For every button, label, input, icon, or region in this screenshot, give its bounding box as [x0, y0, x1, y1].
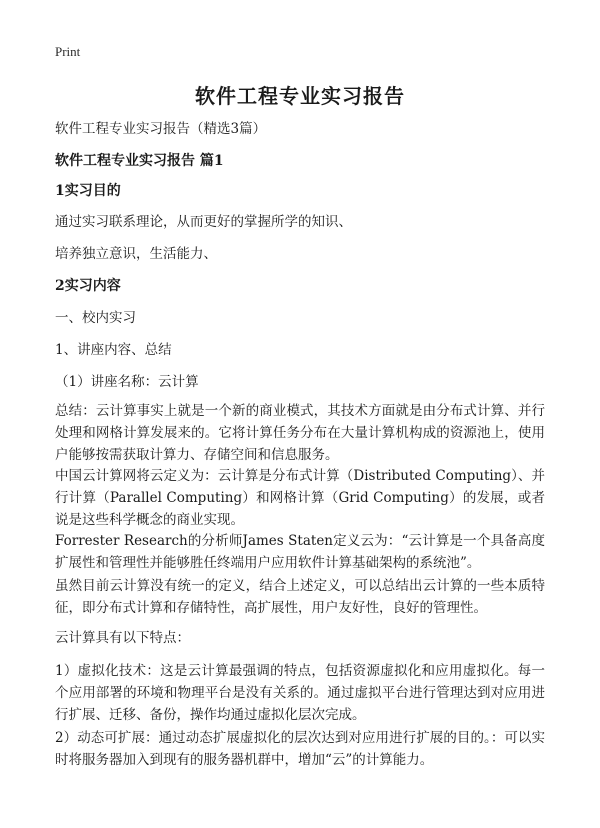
text-line: 1、讲座内容、总结	[55, 342, 172, 358]
paragraph: 虽然目前云计算没有统一的定义，结合上述定义，可以总结出云计算的一些本质特征，即分布式计算和存储特性，高扩展性，用户友好性，良好的管理性。	[55, 578, 545, 616]
paragraph: 总结：云计算事实上就是一个新的商业模式，其技术方面就是由分布式计算、并行处理和网格计算发展来的。它将计算任务分布在大量计算机构成的资源池上，使用户能够按需获取计算力、存储空间和信息服务。	[55, 403, 545, 463]
document-subtitle: 软件工程专业实习报告（精选3篇）	[55, 121, 267, 137]
document-title: 软件工程专业实习报告	[195, 84, 405, 108]
text-line: 培养独立意识，生活能力、	[55, 246, 217, 262]
paragraph: 1）虚拟化技术：这是云计算最强调的特点，包括资源虚拟化和应用虚拟化。每一个应用部署的环境和物理平台是没有关系的。通过虚拟平台进行管理达到对应用进行扩展、迁移、备份，操作均通过虚拟化层次完成。	[55, 663, 545, 723]
paragraph: 中国云计算网将云定义为：云计算是分布式计算（Distributed Computing）、并行计算（Parallel Computing）和网格计算（Grid Computing）的发展，或者说是这些科学概念的商业实现。	[55, 468, 545, 528]
heading-purpose: 1实习目的	[55, 183, 121, 199]
text-line: 通过实习联系理论，从而更好的掌握所学的知识、	[55, 214, 352, 230]
section-heading: 软件工程专业实习报告 篇1	[55, 153, 224, 169]
text-line: 一、校内实习	[55, 310, 136, 326]
heading-content: 2实习内容	[55, 278, 121, 294]
text-line: 云计算具有以下特点：	[55, 630, 190, 646]
text-line: （1）讲座名称：云计算	[55, 374, 199, 390]
paragraph: Forrester Research的分析师James Staten定义云为：“云计算是一个具备高度扩展性和管理性并能够胜任终端用户应用软件计算基础架构的系统池”。	[55, 533, 545, 571]
paragraph: 2）动态可扩展：通过动态扩展虚拟化的层次达到对应用进行扩展的目的。：可以实时将服务器加入到现有的服务器机群中，增加“云”的计算能力。	[55, 730, 545, 768]
print-label: Print	[55, 44, 81, 59]
